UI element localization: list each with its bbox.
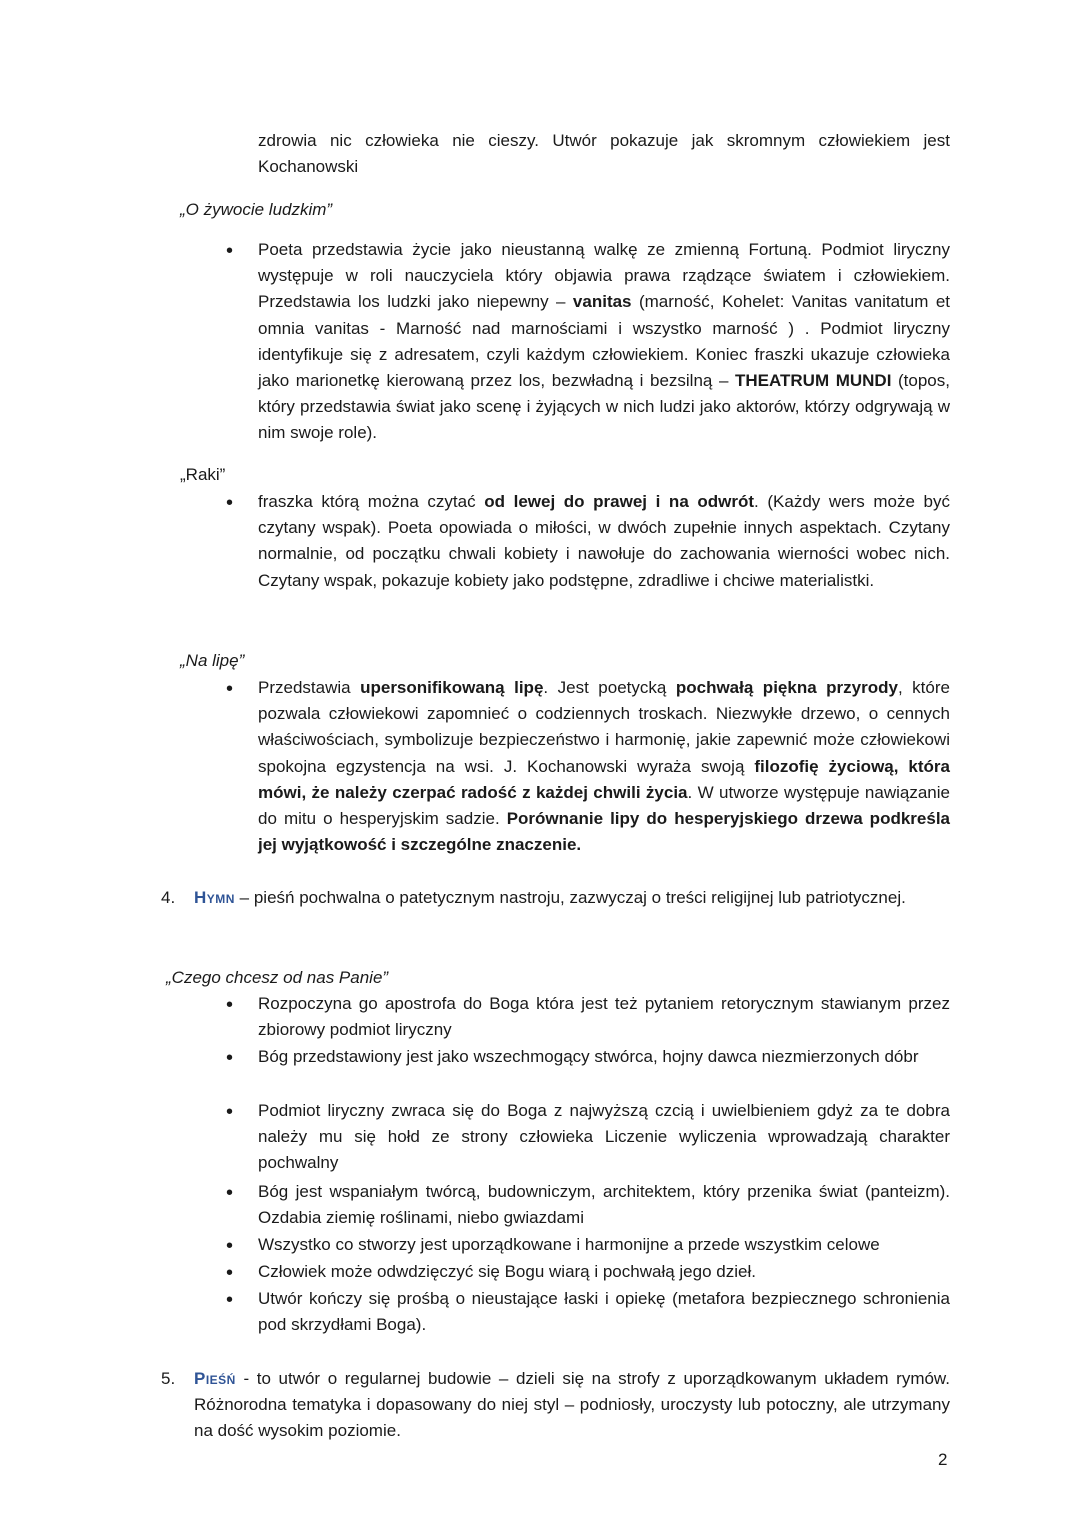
bullet-marker (226, 238, 233, 265)
heading-raki: „Raki” (180, 465, 226, 484)
bullet-marker (226, 1099, 233, 1126)
text-run: . (Każdy wers może być czytany wspak). Poeta opowiada o miłości, w dwóch zupełnie innych aspektach. Czytany normalnie, od początku chwali kobiety i nawołuje do zachowania wierności wobec nich. Czytany wspak, pokazuje kobiety jako podstępne, zdradliwe i chciwe materialistki. (258, 492, 950, 590)
list-item: Podmiot liryczny zwraca się do Boga z najwyższą czcią i uwielbieniem gdyż za te dobra należy mu się hołd ze strony człowieka Liczenie wyliczenia wprowadzają charakter pochwalny (258, 1101, 950, 1173)
paragraph-o-zywocie-ludzkim (258, 237, 950, 447)
list-item: Utwór kończy się prośbą o nieustające łaski i opiekę (metafora bezpiecznego schronienia pod skrzydłami Boga). (258, 1289, 950, 1335)
paragraph-raki (258, 489, 950, 594)
bold-term: filozofię życiową, która mówi, że należy czerpać radość z każdej chwili życia (258, 756, 950, 802)
term-hymn: Hymn (194, 888, 235, 907)
bullet-marker (226, 1180, 233, 1207)
list-item: Bóg jest wspaniałym twórcą, budowniczym, architektem, który przenika świat (panteizm). Ozdabia ziemię roślinami, niebo gwiazdami (258, 1182, 950, 1228)
text-run: . W utworze występuje nawiązanie do mitu o hesperyjskim sadzie. (258, 782, 950, 829)
bullet-marker (226, 1260, 233, 1287)
list-item: Człowiek może odwdzięczyć się Bogu wiarą i pochwałą jego dzieł. (258, 1262, 756, 1281)
list-item: Rozpoczyna go apostrofa do Boga która jest też pytaniem retorycznym stawianym przez zbiorowy podmiot liryczny (258, 994, 950, 1040)
bold-term: Porównanie lipy do hesperyjskiego drzewa podkreśla jej wyjątkowość i szczególne znaczenie. (258, 809, 950, 855)
definition-piesn (194, 1366, 950, 1445)
bold-term: pochwałą piękna przyrody (675, 678, 898, 697)
list-item: Bóg przedstawiony jest jako wszechmogący stwórca, hojny dawca niezmierzonych dóbr (258, 1047, 919, 1066)
item-number: 5. (161, 1369, 176, 1388)
text-run: (marność, Kohelet: Vanitas vanitatum et omnia vanitas - Marność nad marnościami i wszystko marność ) . Podmiot liryczny identyfikuje się z adresatem, czyli każdym człowiekiem. Koniec fraszki ukazuje człowieka jako marionetkę kierowaną przez los, bezwładną i bezsilną – (258, 292, 950, 391)
bold-term: od lewej do prawej i na odwrót (484, 492, 755, 511)
bold-term: vanitas (572, 292, 632, 312)
bullet-marker (226, 1287, 233, 1314)
bullet-marker (226, 1233, 233, 1260)
heading-na-lipe: „Na lipę” (180, 651, 245, 670)
heading-o-zywocie-ludzkim: „O żywocie ludzkim” (180, 200, 333, 219)
heading-czego-chcesz-od-nas-panie: „Czego chcesz od nas Panie” (166, 968, 389, 987)
paragraph-na-lipe (258, 675, 950, 858)
term-piesn: Pieśń (194, 1369, 236, 1388)
text-run: , które pozwala człowiekowi zapomnieć o codziennych troskach. Niezwykłe drzewo, o cennych właściwościach, symbolizuje bezpieczeństwo i harmonię, jakie zapewnić może człowiekowi spokojna egzystencja na wsi. J. Kochanowski wyraża swoją (258, 678, 950, 776)
bullet-marker (226, 992, 233, 1019)
bullet-marker (226, 1045, 233, 1072)
bold-term: upersonifikowaną lipę (360, 678, 544, 697)
text-run: (topos, który przedstawia świat jako scenę i żyjących w nich ludzi jako aktorów, którzy odgrywają w nim swoje role). (258, 371, 950, 443)
bullet-marker (226, 676, 233, 703)
bold-term: THEATRUM MUNDI (735, 371, 892, 391)
text-run: Poeta przedstawia życie jako nieustanną walkę ze zmienną Fortuną. Podmiot liryczny występuje w roli nauczyciela który objawia prawa rządzące światem i człowiekiem. Przedstawia los ludzki jako niepewny – (258, 240, 950, 312)
text-run: - to utwór o regularnej budowie – dzieli się na strofy z uporządkowanym układem rymów. Różnorodna tematyka i dopasowany do niej styl – podniosły, uroczysty lub potoczny, ale utrzymany na dość wysokim poziomie. (194, 1369, 950, 1441)
item-number: 4. (161, 888, 176, 907)
text-run: – pieśń pochwalna o patetycznym nastroju, zazwyczaj o treści religijnej lub patriotycznej. (234, 888, 906, 907)
list-item: Wszystko co stworzy jest uporządkowane i harmonijne a przede wszystkim celowe (258, 1235, 880, 1254)
page-number: 2 (938, 1450, 948, 1469)
text-run: fraszka którą można czytać (258, 492, 485, 511)
text-run: Przedstawia (258, 678, 361, 697)
definition-hymn (194, 885, 950, 911)
text-run: . Jest poetycką (543, 678, 676, 697)
bullet-marker (226, 490, 233, 517)
continuation-paragraph: zdrowia nic człowieka nie cieszy. Utwór pokazuje jak skromnym człowiekiem jest Kochanowski (258, 131, 950, 177)
